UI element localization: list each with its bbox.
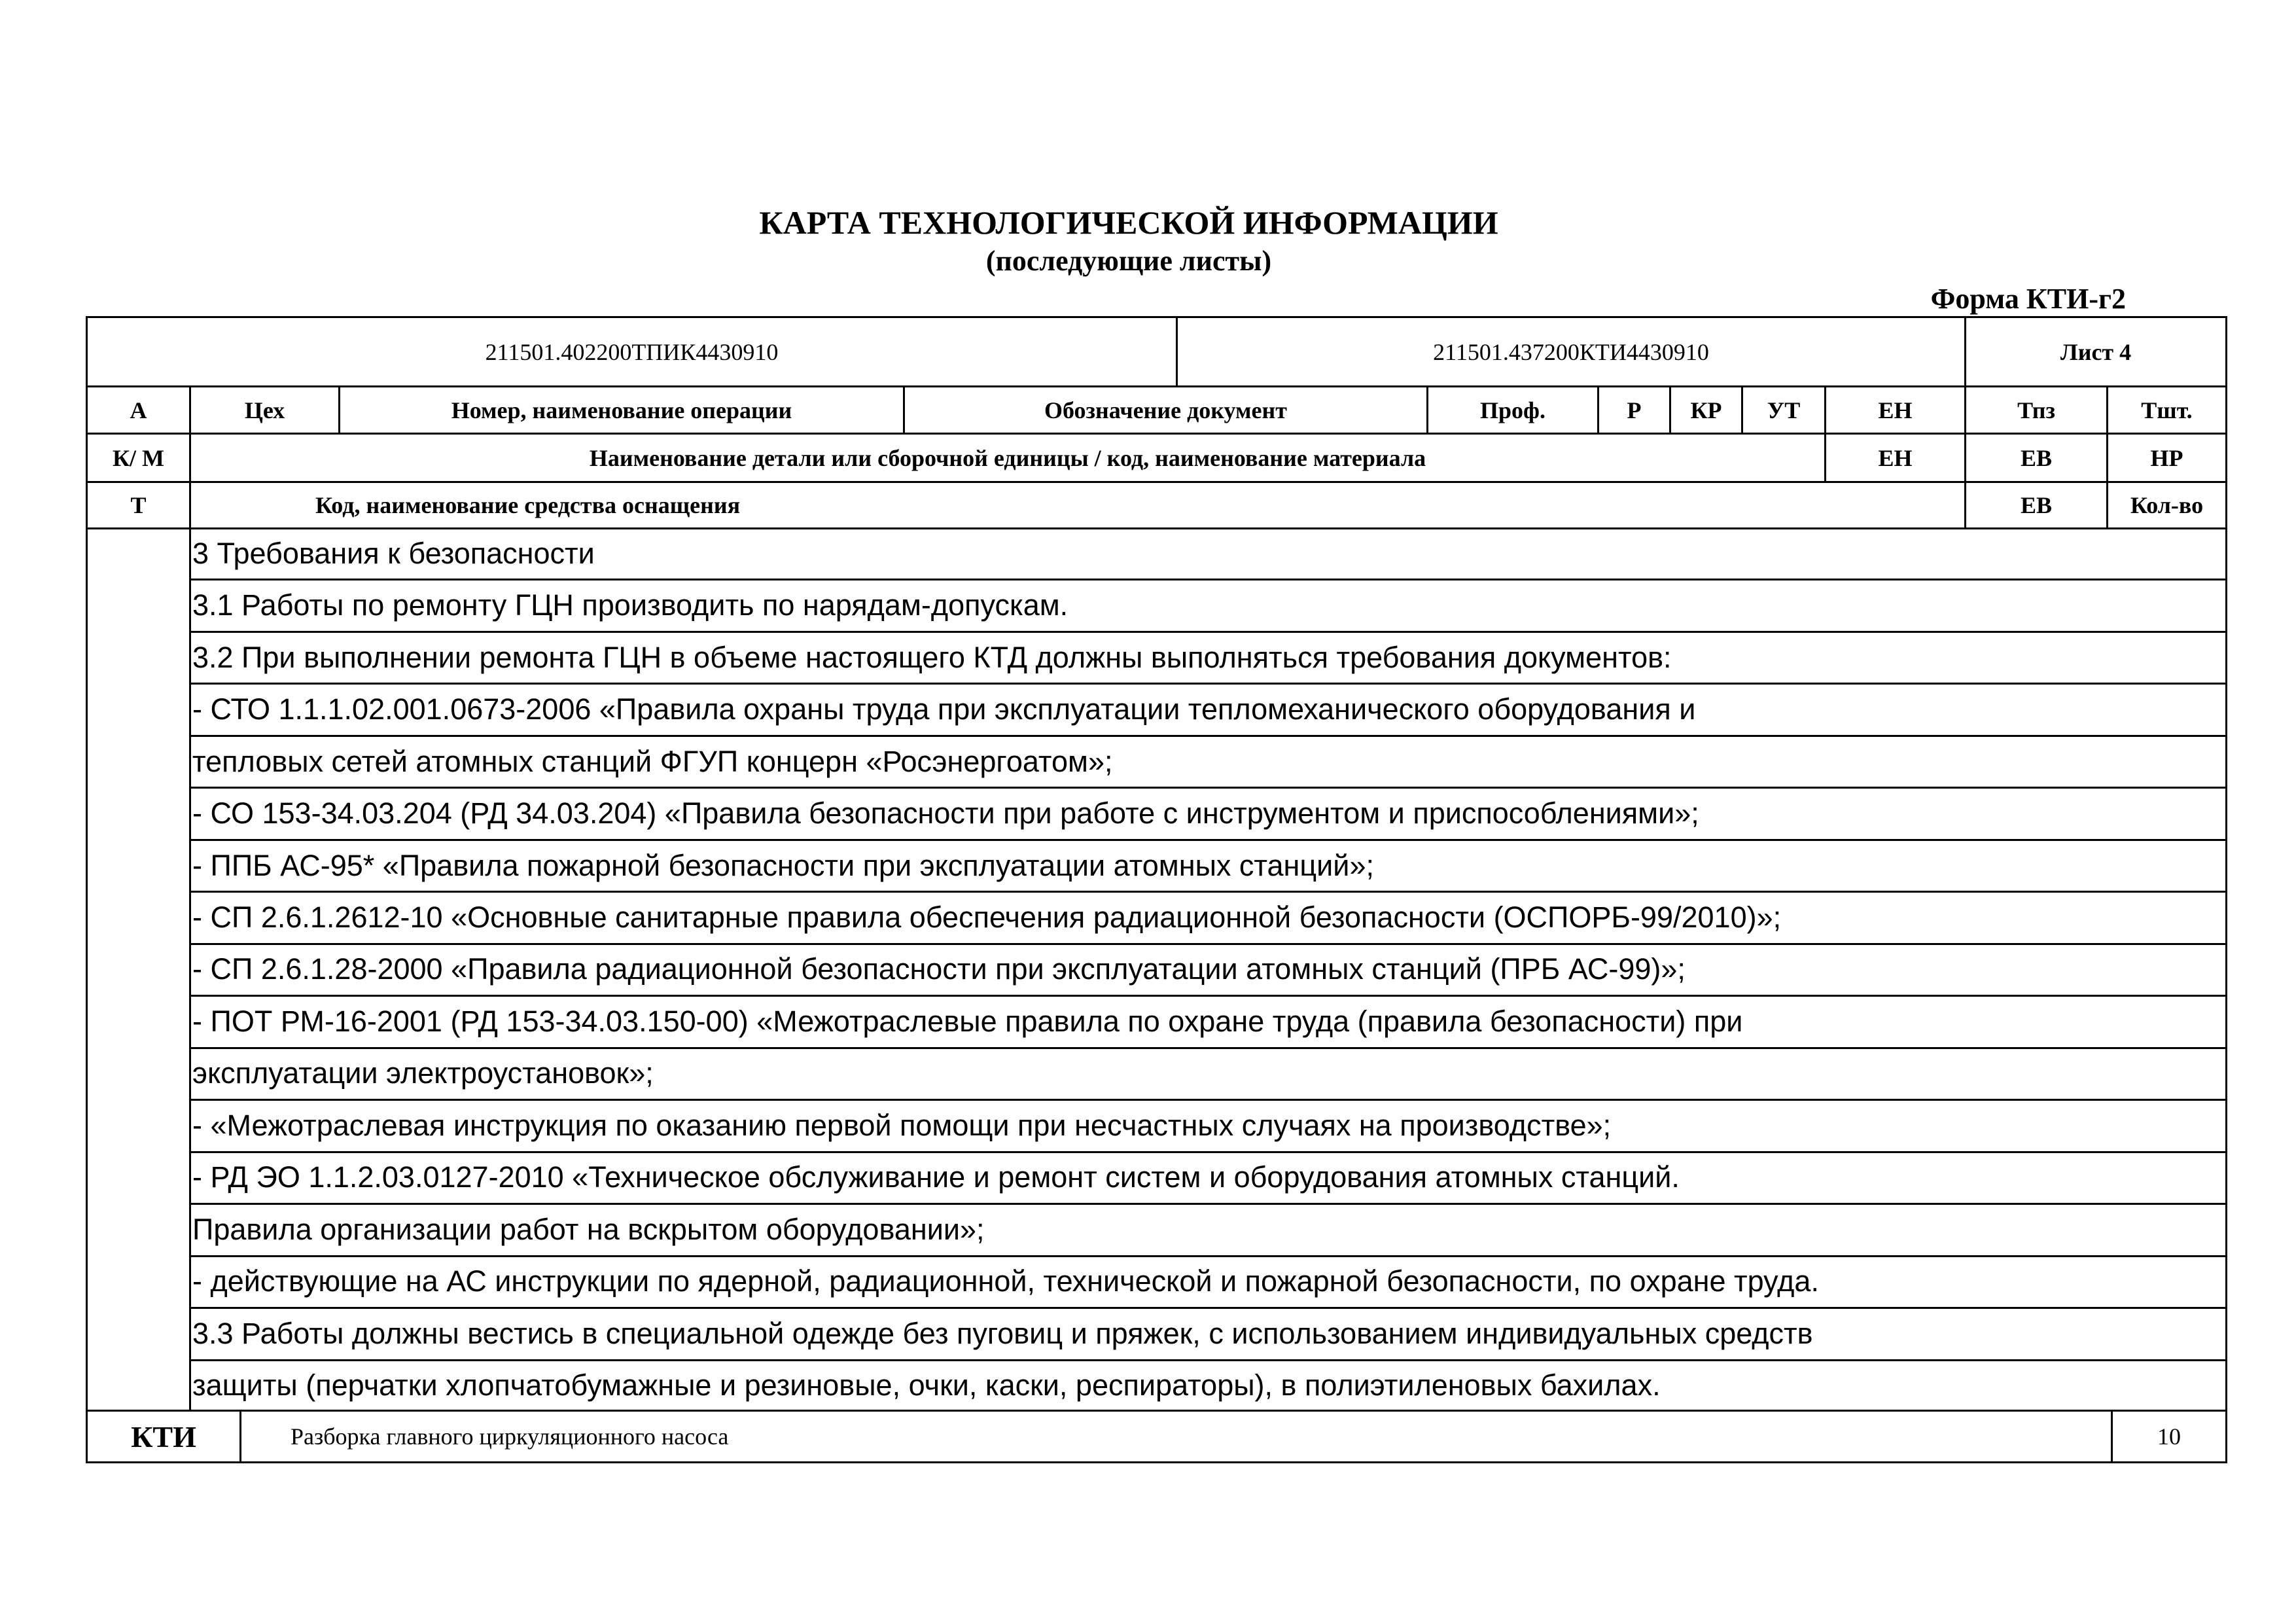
col-a: А	[130, 397, 147, 423]
content-row-text: 3.2 При выполнении ремонта ГЦН в объеме настоящего КТД должны выполняться требования документов:	[192, 640, 1672, 674]
form-label: Форма КТИ-г2	[1930, 283, 2126, 315]
col-r: Р	[1627, 397, 1642, 423]
row-divider	[189, 735, 2227, 737]
col-shop: Цех	[244, 397, 285, 423]
content-row-text: тепловых сетей атомных станций ФГУП концерн «Росэнергоатом»;	[192, 744, 1113, 778]
row-divider	[189, 579, 2227, 580]
content-row-text: - ПОТ РМ-16-2001 (РД 153-34.03.150-00) «Межотраслевые правила по охране труда (правила безопасности) при	[192, 1004, 1743, 1038]
row-divider	[189, 631, 2227, 633]
footer-page-number: 10	[2157, 1423, 2181, 1450]
sheet-number: Лист 4	[2060, 338, 2132, 365]
t-label: Код, наименование средства оснащения	[315, 492, 741, 518]
t-code: Т	[130, 492, 147, 518]
row-divider	[189, 1307, 2227, 1309]
col-tsht: Тшт.	[2141, 397, 2193, 423]
km-label: Наименование детали или сборочной единицы / код, наименование материала	[589, 444, 1426, 471]
row-divider	[189, 995, 2227, 997]
t-qty: Кол-во	[2130, 492, 2204, 518]
content-row-text: - СО 153-34.03.204 (РД 34.03.204) «Правила безопасности при работе с инструментом и приспособлениями»;	[192, 796, 1699, 830]
footer-code: КТИ	[131, 1419, 196, 1454]
col-operation: Номер, наименование операции	[451, 397, 792, 423]
row-divider	[189, 1255, 2227, 1257]
row-divider	[189, 839, 2227, 841]
content-row-text: 3.1 Работы по ремонту ГЦН производить по нарядам-допускам.	[192, 588, 1069, 622]
content-row-text: - СП 2.6.1.2612-10 «Основные санитарные правила обеспечения радиационной безопасности (ОСПОРБ-99/2010)»;	[192, 901, 1782, 935]
document-title: КАРТА ТЕХНОЛОГИЧЕСКОЙ ИНФОРМАЦИИ	[759, 204, 1498, 241]
row-divider	[189, 1359, 2227, 1361]
content-row-text: Правила организации работ на вскрытом оборудовании»;	[192, 1212, 985, 1246]
content-row-text: 3.3 Работы должны вестись в специальной одежде без пуговиц и пряжек, с использованием индивидуальных средств	[192, 1316, 1813, 1350]
content-row-text: эксплуатации электроустановок»;	[192, 1056, 654, 1090]
footer-operation-name: Разборка главного циркуляционного насоса	[291, 1423, 729, 1450]
content-row-text: 3 Требования к безопасности	[192, 536, 595, 570]
col-document: Обозначение документ	[1044, 397, 1287, 423]
left-document-code: 211501.402200ТПИК4430910	[485, 338, 779, 365]
t-ev: ЕВ	[2020, 492, 2053, 518]
row-divider	[189, 1099, 2227, 1101]
col-profession: Проф.	[1480, 397, 1545, 423]
divider	[189, 527, 191, 1412]
content-row-text: - СП 2.6.1.28-2000 «Правила радиационной безопасности при эксплуатации атомных станций (ПРБ АС-99)»;	[192, 952, 1686, 986]
col-ut: УТ	[1767, 397, 1801, 423]
row-divider	[189, 1203, 2227, 1205]
row-divider	[189, 787, 2227, 789]
km-np: НР	[2150, 444, 2183, 471]
row-divider	[189, 891, 2227, 893]
right-document-code: 211501.437200КТИ4430910	[1433, 338, 1709, 365]
content-row-text: - СТО 1.1.1.02.001.0673-2006 «Правила охраны труда при эксплуатации тепломеханического оборудования и	[192, 692, 1696, 726]
content-row-text: - действующие на АС инструкции по ядерной, радиационной, технической и пожарной безопасности, по охране труда.	[192, 1264, 1819, 1298]
divider	[239, 1410, 241, 1463]
col-kr: КР	[1690, 397, 1722, 423]
content-row-text: - ППБ АС-95* «Правила пожарной безопасности при эксплуатации атомных станций»;	[192, 848, 1374, 882]
document-subtitle: (последующие листы)	[985, 245, 1272, 277]
km-code: К/ М	[112, 444, 165, 471]
col-tpz: Тпз	[2017, 397, 2055, 423]
content-row-text: защиты (перчатки хлопчатобумажные и резиновые, очки, каски, респираторы), в полиэтиленовых бахилах.	[192, 1368, 1661, 1402]
content-row-text: - РД ЭО 1.1.2.03.0127-2010 «Техническое обслуживание и ремонт систем и оборудования атомных станций.	[192, 1160, 1680, 1194]
row-divider	[189, 943, 2227, 945]
content-row-text: - «Межотраслевая инструкция по оказанию первой помощи при несчастных случаях на производстве»;	[192, 1108, 1612, 1142]
km-ev: ЕВ	[2020, 444, 2053, 471]
km-en: ЕН	[1878, 444, 1913, 471]
col-en: ЕН	[1878, 397, 1913, 423]
row-divider	[189, 1047, 2227, 1049]
row-divider	[189, 1151, 2227, 1153]
row-divider	[189, 683, 2227, 685]
